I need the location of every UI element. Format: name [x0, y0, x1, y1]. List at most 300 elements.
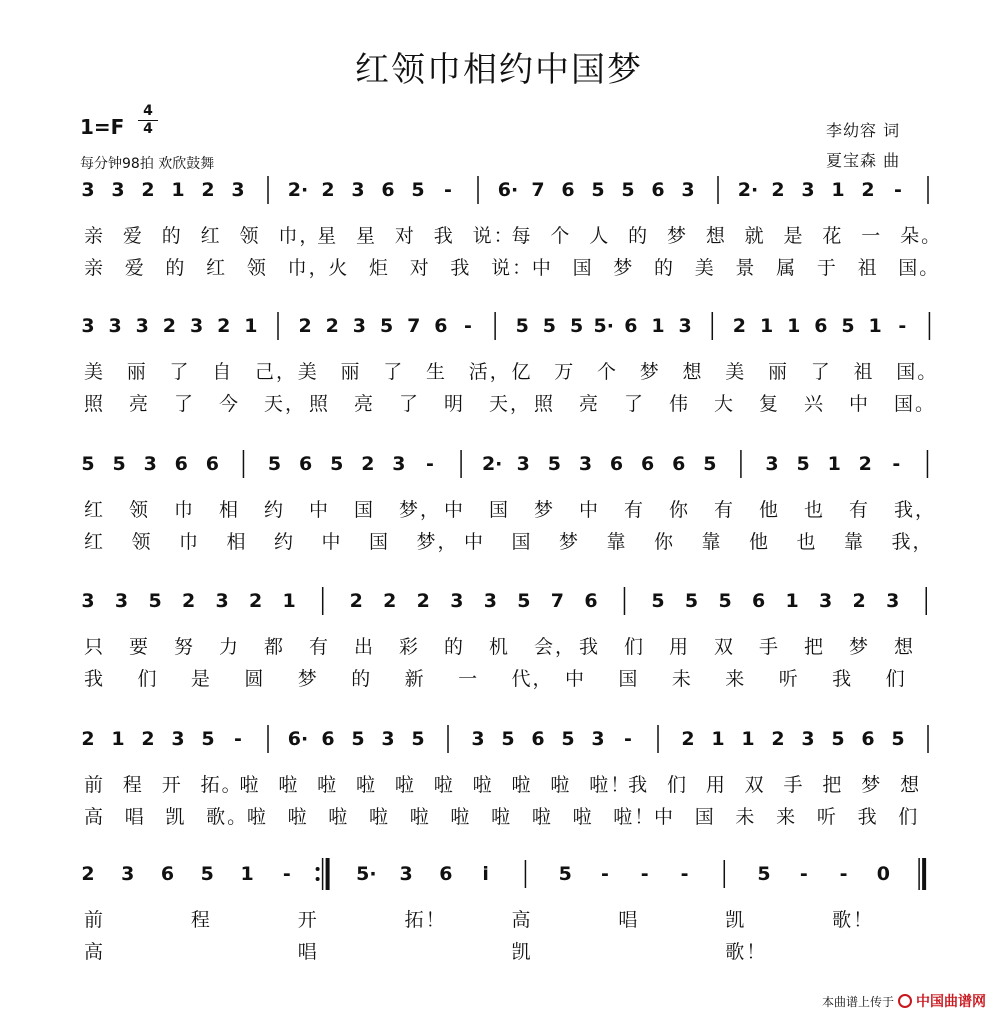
note: 6: [174, 453, 188, 475]
note: 1: [111, 728, 125, 750]
note: 3: [108, 315, 122, 337]
note: 6: [624, 315, 638, 337]
lyric-syllable: 都: [264, 636, 286, 658]
note: 3: [516, 453, 530, 475]
lyric-syllable: 唱: [618, 909, 640, 931]
note: 3: [189, 315, 204, 337]
note: 5: [112, 453, 126, 475]
note: 1: [831, 179, 845, 201]
repeat-dot: [316, 877, 320, 881]
lyric-syllable: 照: [534, 393, 556, 415]
note: 5: [267, 453, 282, 475]
lyric-syllable: 今: [219, 393, 241, 415]
lyric-syllable: 唱: [297, 941, 319, 963]
note: 2: [321, 179, 335, 201]
lyric-syllable: 他: [759, 499, 781, 521]
lyric-syllable: 梦: [559, 531, 581, 553]
note: 1: [785, 590, 799, 612]
lyric-syllable: 手: [759, 636, 781, 658]
note: 3: [231, 179, 245, 201]
lyric-syllable: 中: [444, 499, 466, 521]
lyric-syllable: 红: [200, 225, 222, 247]
lyric-syllable: 把: [804, 636, 826, 658]
lyric-syllable: 中: [531, 257, 553, 279]
lyric-syllable: 要: [129, 636, 151, 658]
note: 5: [501, 728, 515, 750]
lyric-syllable: 你: [669, 499, 691, 521]
lyric-syllable: 天，: [264, 393, 307, 415]
lyric-syllable: 中: [849, 393, 871, 415]
lyric-syllable: 照: [84, 393, 106, 415]
lyric-syllable: 我，: [894, 499, 937, 521]
note: 2: [201, 179, 215, 201]
lyric-syllable: 会，: [534, 636, 577, 658]
lyric-syllable: 梦，: [416, 531, 459, 553]
footer-credit: [822, 991, 986, 1011]
note: -: [624, 728, 632, 750]
lyric-syllable: 梦，: [399, 499, 442, 521]
lyric-syllable: 丽: [126, 361, 148, 383]
composer-credit: 夏宝森 曲: [826, 151, 901, 170]
lyric-syllable: 照: [309, 393, 331, 415]
lyric-syllable: 的: [654, 257, 676, 279]
note: -: [799, 863, 808, 885]
note: -: [894, 179, 902, 201]
lyric-syllable: 对: [394, 225, 416, 247]
lyric-syllable: 梦: [639, 361, 661, 383]
lyric-syllable: 梦: [297, 668, 319, 690]
note: 2·: [737, 179, 759, 201]
lyric-syllable: 亮: [129, 393, 151, 415]
lyric-syllable: 了: [169, 361, 191, 383]
lyric-syllable: 用: [705, 774, 727, 796]
lyric-syllable: 了: [383, 361, 405, 383]
lyric-syllable: 炬: [369, 257, 391, 279]
lyric-syllable: 亿: [511, 361, 533, 383]
note: 2: [325, 315, 339, 337]
note: -: [464, 315, 472, 337]
note: 1: [651, 315, 665, 337]
lyric-syllable: 国: [489, 499, 511, 521]
lyric-syllable: 有: [714, 499, 736, 521]
lyric-syllable: 双: [714, 636, 736, 658]
lyric-syllable: 们: [885, 668, 907, 690]
lyric-syllable: 美: [84, 361, 106, 383]
note: 5: [561, 728, 575, 750]
lyric-syllable: 你: [654, 531, 676, 553]
lyric-syllable: 也: [796, 531, 818, 553]
lyric-syllable: 国: [572, 257, 594, 279]
lyric-syllable: 了: [174, 393, 196, 415]
note: 3: [351, 179, 365, 201]
note: 3: [819, 590, 833, 612]
lyric-syllable: 新: [404, 668, 426, 690]
lyric-syllable: 歌！: [725, 941, 768, 963]
note: -: [444, 179, 452, 201]
lyric-syllable: 啦: [328, 806, 350, 828]
lyric-syllable: 万: [554, 361, 576, 383]
lyric-syllable: 我: [857, 806, 879, 828]
note: -: [282, 863, 291, 885]
repeat-dot: [316, 867, 320, 871]
note: 6: [641, 453, 655, 475]
note: 6·: [497, 179, 519, 201]
note: 5: [515, 315, 529, 337]
lyric-syllable: 高: [84, 941, 106, 963]
lyric-syllable: 啦: [356, 774, 378, 796]
lyric-syllable: 国: [369, 531, 391, 553]
lyric-syllable: 丽: [768, 361, 790, 383]
lyric-syllable: 火: [328, 257, 350, 279]
lyric-syllable: 巾，: [287, 257, 330, 279]
lyric-syllable: 中: [309, 499, 331, 521]
lyric-syllable: 相: [219, 499, 241, 521]
note: -: [680, 863, 689, 885]
lyric-syllable: 约: [274, 531, 296, 553]
lyric-syllable: 我: [628, 774, 650, 796]
lyric-syllable: 的: [628, 225, 650, 247]
lyric-syllable: 我: [433, 225, 455, 247]
note: 5: [651, 590, 665, 612]
note: 1: [240, 863, 254, 885]
lyric-syllable: 们: [137, 668, 159, 690]
lyric-syllable: 们: [666, 774, 688, 796]
note: 2: [771, 179, 785, 201]
lyric-syllable: 领: [246, 257, 268, 279]
lyric-syllable: 靠: [606, 531, 628, 553]
lyric-syllable: 也: [804, 499, 826, 521]
note: 6: [561, 179, 575, 201]
note: 3: [591, 728, 605, 750]
lyric-syllable: 国: [694, 806, 716, 828]
lyric-syllable: 兴: [804, 393, 826, 415]
note: 3: [121, 863, 135, 885]
note: 5: [351, 728, 365, 750]
note: 5·: [593, 315, 614, 337]
lyric-syllable: 祖: [857, 257, 879, 279]
lyric-syllable: 的: [444, 636, 466, 658]
lyric-syllable: 们: [898, 806, 920, 828]
lyric-syllable: 亮: [579, 393, 601, 415]
lyric-syllable: 拓。: [200, 774, 243, 796]
footer-text: 本曲谱上传于: [821, 994, 894, 1009]
lyric-syllable: 凯: [725, 909, 747, 931]
lyric-syllable: 有: [849, 499, 871, 521]
note: 5: [200, 863, 214, 885]
lyric-syllable: 未: [735, 806, 757, 828]
lyric-syllable: 约: [264, 499, 286, 521]
note: 3: [111, 179, 125, 201]
lyric-syllable: 机: [489, 636, 511, 658]
lyric-syllable: 双: [744, 774, 766, 796]
note: -: [234, 728, 242, 750]
lyric-syllable: 彩: [399, 636, 421, 658]
lyric-syllable: 只: [84, 636, 106, 658]
note: 2: [141, 728, 155, 750]
lyric-syllable: 我: [832, 668, 854, 690]
note: 6: [321, 728, 335, 750]
lyric-syllable: 国。: [898, 257, 941, 279]
lyric-syllable: 巾: [174, 499, 196, 521]
note: 3: [801, 179, 815, 201]
note: 2: [349, 590, 363, 612]
lyric-syllable: 了: [810, 361, 832, 383]
lyric-syllable: 于: [816, 257, 838, 279]
lyric-syllable: 手: [783, 774, 805, 796]
time-signature-bottom: 4: [143, 121, 153, 137]
lyric-syllable: 啦: [450, 806, 472, 828]
lyric-syllable: 巾，: [278, 225, 321, 247]
note: 2·: [481, 453, 503, 475]
lyric-syllable: 中: [564, 668, 586, 690]
note: 5: [796, 453, 810, 475]
note: 6: [609, 453, 624, 475]
lyric-syllable: 亮: [354, 393, 376, 415]
lyric-syllable: 一: [861, 225, 883, 247]
note: 1: [171, 179, 185, 201]
lyric-syllable: 他: [749, 531, 771, 553]
note: 3: [81, 315, 95, 337]
lyric-syllable: 圆: [244, 668, 266, 690]
lyric-syllable: 个: [597, 361, 619, 383]
lyric-syllable: 代，: [511, 668, 554, 690]
note: 3: [483, 590, 497, 612]
lyric-syllable: 就: [744, 225, 766, 247]
lyric-syllable: 有: [624, 499, 646, 521]
note: -: [640, 863, 649, 885]
note: 6: [751, 590, 766, 612]
note: 5: [591, 179, 605, 201]
note: i: [482, 863, 489, 885]
lyric-syllable: 啦: [394, 774, 416, 796]
lyric-syllable: 想: [682, 361, 704, 383]
key-signature: 1=F: [80, 115, 125, 139]
lyric-syllable: 把: [822, 774, 844, 796]
note: 6: [672, 453, 686, 475]
lyric-syllable: 相: [226, 531, 248, 553]
lyric-syllable: 凯: [511, 941, 533, 963]
lyric-syllable: 人: [589, 225, 611, 247]
lyric-syllable: 国: [511, 531, 533, 553]
note: 5: [558, 863, 572, 885]
lyric-syllable: 领: [129, 499, 151, 521]
lyric-syllable: 啦！: [613, 806, 656, 828]
note: 3: [399, 863, 413, 885]
note: 6: [439, 863, 453, 885]
lyric-syllable: 对: [409, 257, 431, 279]
lyric-syllable: 有: [309, 636, 331, 658]
note: -: [839, 863, 848, 885]
note: 2: [771, 728, 785, 750]
note: 2: [298, 315, 312, 337]
note: 7: [531, 179, 545, 201]
note: 5: [703, 453, 717, 475]
lyric-syllable: 丽: [340, 361, 362, 383]
lyric-syllable: 唱: [124, 806, 146, 828]
note: 6: [814, 315, 828, 337]
note: 6: [205, 453, 219, 475]
note: 1: [787, 315, 801, 337]
note: 5: [201, 728, 215, 750]
lyric-syllable: 自: [212, 361, 234, 383]
note: 3: [678, 315, 692, 337]
note: 5: [684, 590, 699, 612]
lyric-syllable: 我，: [891, 531, 934, 553]
note: 5·: [356, 863, 377, 885]
note: 1: [759, 315, 774, 337]
lyric-syllable: 开: [297, 909, 319, 931]
note: 2: [81, 863, 95, 885]
footer-site: 中国曲谱网: [916, 994, 986, 1010]
note: 3: [81, 590, 95, 612]
lyric-syllable: 啦: [472, 774, 494, 796]
lyric-syllable: 梦: [666, 225, 688, 247]
lyric-syllable: 的: [351, 668, 373, 690]
note: 2: [383, 590, 397, 612]
lyric-syllable: 活，: [468, 361, 511, 383]
lyric-syllable: 程: [190, 909, 212, 931]
lyric-syllable: 大: [714, 393, 736, 415]
note: 5: [831, 728, 845, 750]
note: 2: [81, 728, 95, 750]
note: 6: [434, 315, 448, 337]
lyric-syllable: 国。: [894, 393, 937, 415]
note: 3: [171, 728, 185, 750]
note: -: [898, 315, 907, 337]
note: 0: [876, 863, 890, 885]
lyric-syllable: 啦: [433, 774, 455, 796]
lyric-syllable: 祖: [853, 361, 875, 383]
lyric-syllable: 们: [624, 636, 646, 658]
lyric-syllable: 啦: [572, 806, 594, 828]
lyric-syllable: 想: [900, 774, 922, 796]
lyric-syllable: 复: [759, 393, 781, 415]
lyric-syllable: 高: [84, 806, 106, 828]
lyric-syllable: 高: [511, 909, 533, 931]
lyric-syllable: 用: [669, 636, 691, 658]
note: 3: [392, 453, 406, 475]
note: 3: [81, 179, 95, 201]
note: 2: [249, 590, 263, 612]
lyric-syllable: 国: [618, 668, 640, 690]
lyric-syllable: 想: [894, 636, 916, 658]
note: 3: [143, 453, 157, 475]
lyric-syllable: 巾: [179, 531, 201, 553]
lyric-syllable: 亲: [84, 225, 106, 247]
lyric-syllable: 中: [321, 531, 343, 553]
lyric-syllable: 亲: [84, 257, 106, 279]
note: 2·: [287, 179, 309, 201]
note: 6: [651, 179, 665, 201]
lyric-syllable: 啦: [550, 774, 572, 796]
lyric-syllable: 我: [84, 668, 106, 690]
note: 5: [81, 453, 95, 475]
lyric-syllable: 了: [399, 393, 421, 415]
lyric-syllable: 红: [84, 531, 106, 553]
lyric-syllable: 领: [131, 531, 153, 553]
site-logo-icon: [898, 994, 912, 1008]
lyric-syllable: 梦: [861, 774, 883, 796]
lyric-syllable: 我: [579, 636, 601, 658]
note: 5: [569, 315, 584, 337]
lyric-syllable: 花: [822, 225, 844, 247]
lyric-syllable: 爱: [124, 257, 146, 279]
note: -: [892, 453, 901, 475]
note: 1: [868, 315, 882, 337]
lyric-syllable: 朵。: [900, 225, 943, 247]
lyric-syllable: 是: [783, 225, 805, 247]
note: 3: [352, 315, 367, 337]
lyric-syllable: 歌。: [206, 806, 249, 828]
lyric-syllable: 我: [450, 257, 472, 279]
note: 3: [471, 728, 485, 750]
lyric-syllable: 啦: [409, 806, 431, 828]
lyric-syllable: 星: [356, 225, 378, 247]
note: 6: [299, 453, 313, 475]
note: 5: [517, 590, 531, 612]
lyric-syllable: 红: [206, 257, 228, 279]
note: 5: [621, 179, 635, 201]
lyric-syllable: 前: [84, 774, 106, 796]
note: 7: [550, 590, 565, 612]
note: 6: [531, 728, 545, 750]
note: 2: [162, 315, 177, 337]
note: 3: [114, 590, 129, 612]
note: 3: [765, 453, 779, 475]
lyric-syllable: 领: [239, 225, 261, 247]
lyric-syllable: 生: [426, 361, 448, 383]
lyric-syllable: 美: [725, 361, 747, 383]
note: 3: [681, 179, 695, 201]
lyric-syllable: 未: [671, 668, 693, 690]
note: 5: [841, 315, 855, 337]
lyric-syllable: 己，: [255, 361, 298, 383]
lyric-syllable: 来: [725, 668, 747, 690]
note: 5: [547, 453, 561, 475]
lyric-syllable: 美: [694, 257, 716, 279]
note: 6: [381, 179, 395, 201]
note: 6·: [287, 728, 309, 750]
lyric-syllable: 靠: [701, 531, 723, 553]
lyric-syllable: 啦: [239, 774, 261, 796]
note: 2: [181, 590, 196, 612]
note: 2: [852, 590, 866, 612]
note: 5: [148, 590, 162, 612]
note: 2: [858, 453, 872, 475]
note: 5: [411, 179, 425, 201]
note: 3: [801, 728, 815, 750]
lyric-syllable: 啦: [278, 774, 300, 796]
lyric-syllable: 力: [219, 636, 241, 658]
note: 1: [244, 315, 258, 337]
note: 6: [160, 863, 175, 885]
lyric-syllable: 红: [84, 499, 106, 521]
lyric-syllable: 来: [776, 806, 798, 828]
note: 2: [217, 315, 231, 337]
note: 5: [891, 728, 905, 750]
lyric-syllable: 的: [165, 257, 187, 279]
note: -: [601, 863, 609, 885]
lyric-syllable: 歌！: [832, 909, 875, 931]
note: 2: [732, 315, 747, 337]
lyric-syllable: 啦: [246, 806, 268, 828]
lyric-syllable: 国: [354, 499, 376, 521]
note: 3: [135, 315, 149, 337]
lyric-syllable: 天，: [489, 393, 532, 415]
lyric-syllable: 星: [317, 225, 339, 247]
note: 2: [416, 590, 430, 612]
lyric-syllable: 属: [776, 257, 798, 279]
